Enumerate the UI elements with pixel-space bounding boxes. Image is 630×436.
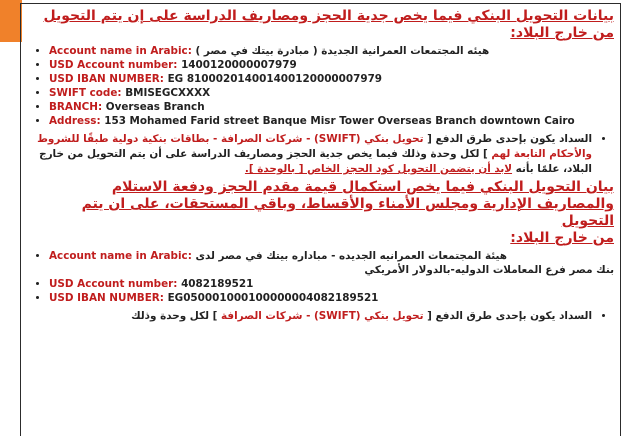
- section2-heading: [27, 179, 614, 247]
- swift-code-value: BMISEGCXXXX: [125, 87, 211, 99]
- account-name-value-2-line2: بنك مصر فرع المعاملات الدوليه-بالدولار الأمريكي: [364, 264, 614, 276]
- note1-red1: تحويل بنكي (SWIFT) - شركات الصرافة - بطاقات بنكية دولية طبقًا للشروط والأحكام التابعة لهم: [37, 133, 592, 160]
- content-frame: [20, 3, 621, 436]
- usd-account-item: [49, 58, 614, 72]
- section1-heading-line2: من خارج البلاد:: [510, 25, 614, 41]
- section1-heading-line1: بيانات التحويل البنكي فيما يخص جدية الحجز ومصاريف الدراسة على إن يتم التحويل: [43, 8, 614, 24]
- note1-part2: ] لكل وحدة وذلك فيما يخص جدية الحجز ومصاريف الدراسة على أن يتم التحويل من خارج البلاد، علمًا بأنه: [39, 148, 592, 175]
- usd-iban-item-2: [49, 291, 614, 305]
- usd-account-value: 1400120000007979: [181, 59, 297, 71]
- section2-heading-line1: بيان التحويل البنكي فيما يخص استكمال قيمة مقدم الحجز ودفعة الاستلام: [111, 179, 614, 195]
- branch-value: Overseas Branch: [105, 101, 205, 113]
- note2-part1: السداد يكون بإحدى طرق الدفع [: [423, 310, 592, 322]
- orange-accent-tab: [0, 0, 22, 42]
- section1-account-list: [27, 44, 614, 128]
- usd-account-label-2: USD Account number:: [49, 278, 178, 290]
- address-item: [49, 114, 614, 128]
- section2-heading-line3: من خارج البلاد:: [510, 230, 614, 246]
- usd-iban-label: USD IBAN NUMBER:: [49, 73, 164, 85]
- swift-code-item: [49, 86, 614, 100]
- section1-payment-note: [27, 132, 592, 177]
- note2-part2: ] لكل وحدة وذلك: [131, 310, 221, 322]
- usd-iban-value-2: EG050001000100000004082189521: [167, 292, 379, 304]
- usd-iban-value: EG 810002014001400120000007979: [167, 73, 383, 85]
- account-name-item: [49, 44, 614, 58]
- account-name-label-2: Account name in Arabic:: [49, 250, 192, 262]
- section2-account-list: [27, 249, 614, 305]
- account-name-label: Account name in Arabic:: [49, 45, 192, 57]
- account-name-item-2: [49, 249, 614, 277]
- section1-heading: [27, 8, 614, 42]
- note2-red1: تحويل بنكي (SWIFT) - شركات الصرافة: [220, 310, 424, 322]
- address-label: Address:: [49, 115, 101, 127]
- branch-label: BRANCH:: [49, 101, 103, 113]
- swift-code-label: SWIFT code:: [49, 87, 122, 99]
- branch-item: [49, 100, 614, 114]
- usd-iban-item: [49, 72, 614, 86]
- note1-part1: السداد يكون بإحدى طرق الدفع [: [423, 133, 592, 145]
- usd-account-value-2: 4082189521: [181, 278, 254, 290]
- note1-red2: لابد أن يتضمن التحويل كود الحجز الخاص [ بالوحدة ].: [244, 163, 513, 175]
- account-name-value: هيئه المجتمعات العمرانية الجديدة ( مبادرة بيتك في مصر ): [195, 45, 490, 57]
- usd-iban-label-2: USD IBAN NUMBER:: [49, 292, 164, 304]
- usd-account-item-2: [49, 277, 614, 291]
- section1-note-list: [27, 132, 614, 177]
- account-name-value-2: هيئة المجتمعات العمرانيه الجديده - مباداره بيتك في مصر لدى: [195, 250, 507, 262]
- section2-heading-line2: والمصاريف الإدارية ومجلس الأمناء والأقساط، وباقي المستحقات، على ان يتم التحويل: [81, 196, 614, 229]
- address-value: 153 Mohamed Farid street Banque Misr Tower Overseas Branch downtown Cairo: [104, 115, 575, 127]
- section2-payment-note: [27, 309, 592, 324]
- section2-note-list: [27, 309, 614, 324]
- usd-account-label: USD Account number:: [49, 59, 178, 71]
